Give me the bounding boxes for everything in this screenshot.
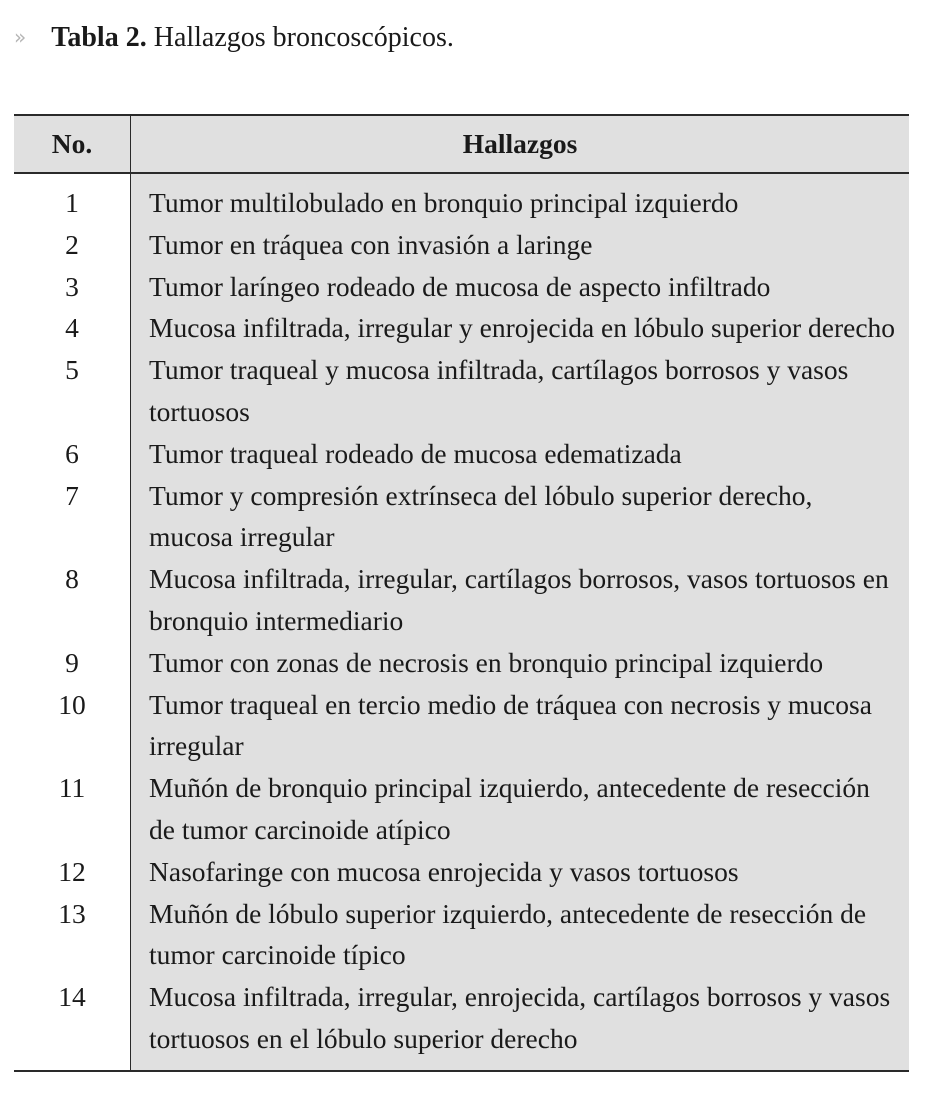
row-number: 9 bbox=[14, 642, 131, 684]
row-number: 8 bbox=[14, 558, 131, 642]
row-finding: Mucosa infiltrada, irregular, cartílagos borrosos, vasos tortuosos en bronquio intermediario bbox=[131, 558, 910, 642]
table-row bbox=[14, 266, 909, 308]
row-number: 1 bbox=[14, 173, 131, 224]
row-number: 5 bbox=[14, 349, 131, 433]
table-body bbox=[14, 173, 909, 1071]
row-number: 13 bbox=[14, 893, 131, 977]
row-finding: Tumor traqueal y mucosa infiltrada, cartílagos borrosos y vasos tortuosos bbox=[131, 349, 910, 433]
caption-marker-icon: » bbox=[14, 25, 27, 49]
table-row bbox=[14, 433, 909, 475]
table-row bbox=[14, 893, 909, 977]
table-row bbox=[14, 349, 909, 433]
findings-table bbox=[14, 114, 909, 1072]
table-header-row bbox=[14, 115, 909, 173]
row-finding: Tumor en tráquea con invasión a laringe bbox=[131, 224, 910, 266]
row-number: 12 bbox=[14, 851, 131, 893]
row-finding: Nasofaringe con mucosa enrojecida y vasos tortuosos bbox=[131, 851, 910, 893]
row-number: 10 bbox=[14, 684, 131, 768]
row-number: 3 bbox=[14, 266, 131, 308]
row-finding: Muñón de lóbulo superior izquierdo, antecedente de resección de tumor carcinoide típico bbox=[131, 893, 910, 977]
table-row bbox=[14, 684, 909, 768]
table-row bbox=[14, 642, 909, 684]
row-number: 14 bbox=[14, 976, 131, 1071]
table-row bbox=[14, 851, 909, 893]
findings-table-container bbox=[14, 114, 909, 1072]
table-row bbox=[14, 475, 909, 559]
row-finding: Tumor con zonas de necrosis en bronquio principal izquierdo bbox=[131, 642, 910, 684]
row-number: 7 bbox=[14, 475, 131, 559]
column-header-no: No. bbox=[14, 115, 131, 173]
row-number: 6 bbox=[14, 433, 131, 475]
column-header-findings: Hallazgos bbox=[131, 115, 910, 173]
row-number: 2 bbox=[14, 224, 131, 266]
table-row bbox=[14, 767, 909, 851]
row-finding: Tumor laríngeo rodeado de mucosa de aspecto infiltrado bbox=[131, 266, 910, 308]
table-row bbox=[14, 307, 909, 349]
row-finding: Mucosa infiltrada, irregular, enrojecida, cartílagos borrosos y vasos tortuosos en el lóbulo superior derecho bbox=[131, 976, 910, 1071]
table-row bbox=[14, 976, 909, 1071]
table-row bbox=[14, 173, 909, 224]
table-caption bbox=[14, 18, 454, 59]
row-number: 11 bbox=[14, 767, 131, 851]
caption-title: Hallazgos broncoscópicos. bbox=[153, 22, 454, 53]
row-finding: Tumor traqueal en tercio medio de tráquea con necrosis y mucosa irregular bbox=[131, 684, 910, 768]
table-row bbox=[14, 224, 909, 266]
row-finding: Tumor y compresión extrínseca del lóbulo superior derecho, mucosa irregular bbox=[131, 475, 910, 559]
row-finding: Tumor multilobulado en bronquio principal izquierdo bbox=[131, 173, 910, 224]
row-number: 4 bbox=[14, 307, 131, 349]
table-row bbox=[14, 558, 909, 642]
row-finding: Mucosa infiltrada, irregular y enrojecida en lóbulo superior derecho bbox=[131, 307, 910, 349]
row-finding: Tumor traqueal rodeado de mucosa edematizada bbox=[131, 433, 910, 475]
caption-label: Tabla 2. bbox=[51, 22, 147, 53]
row-finding: Muñón de bronquio principal izquierdo, antecedente de resección de tumor carcinoide atípico bbox=[131, 767, 910, 851]
